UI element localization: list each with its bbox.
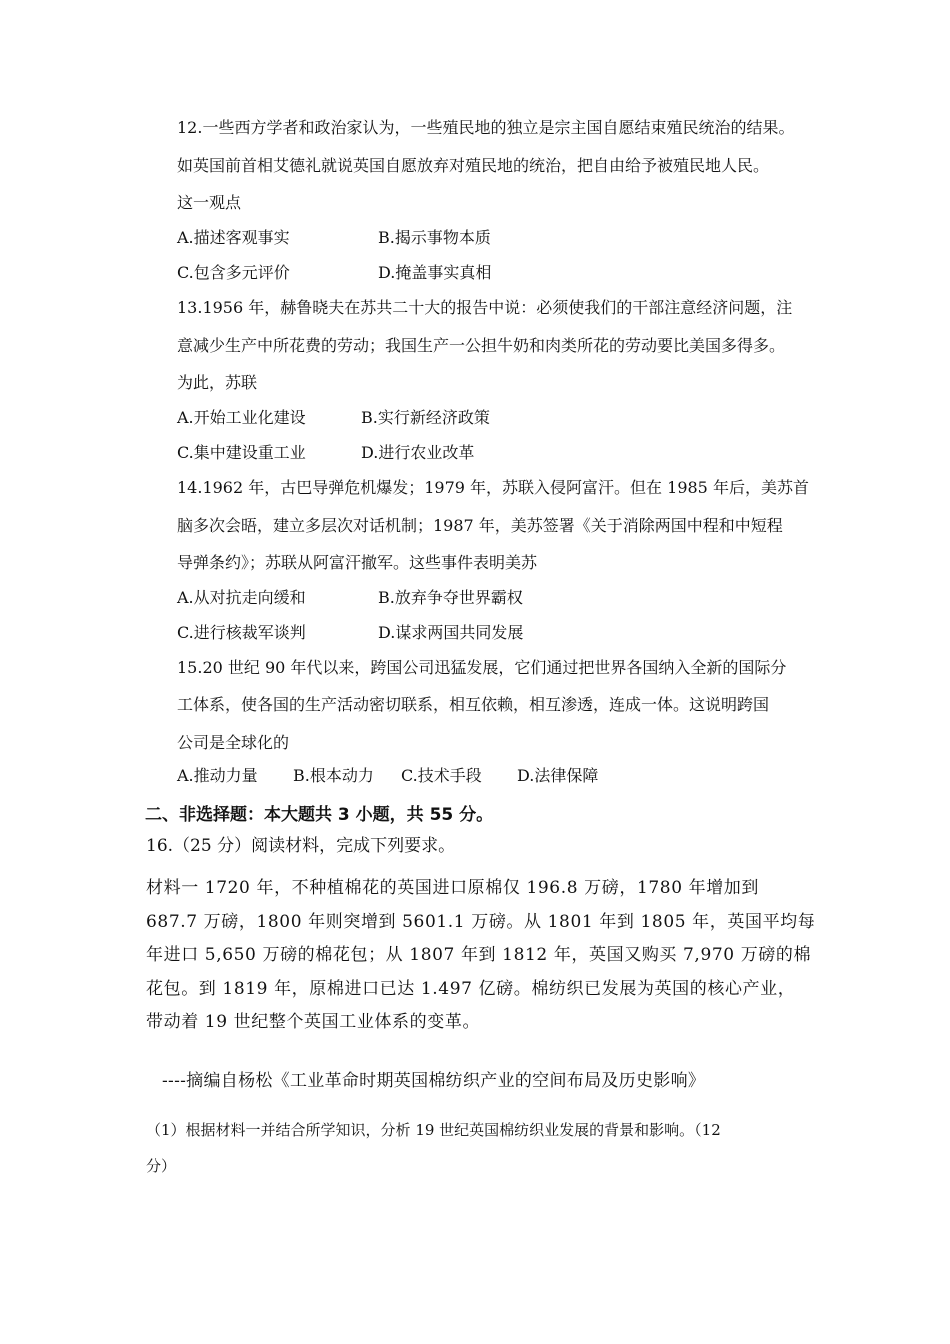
q15-option-b: B.根本动力	[293, 766, 374, 785]
q16-material-line5: 带动着 19 世纪整个英国工业体系的变革。	[146, 1012, 481, 1032]
q12-line1: 12.一些西方学者和政治家认为，一些殖民地的独立是宗主国自愿结束殖民统治的结果。	[177, 118, 795, 137]
q15-line3: 公司是全球化的	[177, 733, 290, 752]
q15-option-a: A.推动力量	[177, 766, 258, 785]
q15-line2: 工体系，使各国的生产活动密切联系，相互依赖，相互渗透，连成一体。这说明跨国	[177, 695, 770, 714]
q12-option-d: D.掩盖事实真相	[378, 263, 492, 282]
q12-option-b: B.揭示事物本质	[378, 228, 491, 247]
q13-option-d: D.进行农业改革	[361, 443, 475, 462]
q13-line2: 意减少生产中所花费的劳动；我国生产一公担牛奶和肉类所花的劳动要比美国多得多。	[177, 336, 786, 355]
q16-material-source: ----摘编自杨松《工业革命时期英国棉纺织产业的空间布局及历史影响》	[162, 1071, 706, 1091]
q16-material-line3: 年进口 5,650 万磅的棉花包；从 1807 年到 1812 年，英国又购买 7,970 万磅的棉	[146, 945, 812, 965]
q12-option-a: A.描述客观事实	[177, 228, 290, 247]
q13-option-b: B.实行新经济政策	[361, 408, 490, 427]
q13-line1: 13.1956 年，赫鲁晓夫在苏共二十大的报告中说：必须使我们的干部注意经济问题，注	[177, 298, 793, 317]
q14-option-d: D.谋求两国共同发展	[378, 623, 524, 642]
q15-line1: 15.20 世纪 90 年代以来，跨国公司迅猛发展，它们通过把世界各国纳入全新的国际分	[177, 658, 787, 677]
q16-subquestion1-line2: 分）	[146, 1157, 177, 1175]
q13-option-c: C.集中建设重工业	[177, 443, 306, 462]
q15-option-d: D.法律保障	[517, 766, 599, 785]
section2-heading: 二、非选择题：本大题共 3 小题，共 55 分。	[145, 805, 494, 825]
q12-line2: 如英国前首相艾德礼就说英国自愿放弃对殖民地的统治，把自由给予被殖民地人民。	[177, 156, 770, 175]
q16-intro: 16.（25 分）阅读材料，完成下列要求。	[146, 836, 456, 856]
q16-material-line2: 687.7 万磅，1800 年则突增到 5601.1 万磅。从 1801 年到 1805 年，英国平均每	[146, 912, 816, 932]
q16-subquestion1-line1: （1）根据材料一并结合所学知识，分析 19 世纪英国棉纺织业发展的背景和影响。（12	[146, 1121, 721, 1139]
q15-option-c: C.技术手段	[401, 766, 482, 785]
q14-option-a: A.从对抗走向缓和	[177, 588, 306, 607]
q13-line3: 为此，苏联	[177, 373, 258, 392]
q14-line2: 脑多次会晤，建立多层次对话机制；1987 年，美苏签署《关于消除两国中程和中短程	[177, 516, 783, 535]
q14-line1: 14.1962 年，古巴导弹危机爆发；1979 年，苏联入侵阿富汗。但在 1985 年后，美苏首	[177, 478, 809, 497]
q16-material-line4: 花包。到 1819 年，原棉进口已达 1.497 亿磅。棉纺织已发展为英国的核心产业，	[146, 979, 796, 999]
q13-option-a: A.开始工业化建设	[177, 408, 306, 427]
q12-option-c: C.包含多元评价	[177, 263, 290, 282]
q14-line3: 导弹条约》；苏联从阿富汗撤军。这些事件表明美苏	[177, 553, 538, 572]
q14-option-c: C.进行核裁军谈判	[177, 623, 306, 642]
q12-line3: 这一观点	[177, 193, 242, 212]
q16-material-line1: 材料一 1720 年，不种植棉花的英国进口原棉仅 196.8 万磅，1780 年增加到	[146, 878, 760, 898]
q14-option-b: B.放弃争夺世界霸权	[378, 588, 523, 607]
